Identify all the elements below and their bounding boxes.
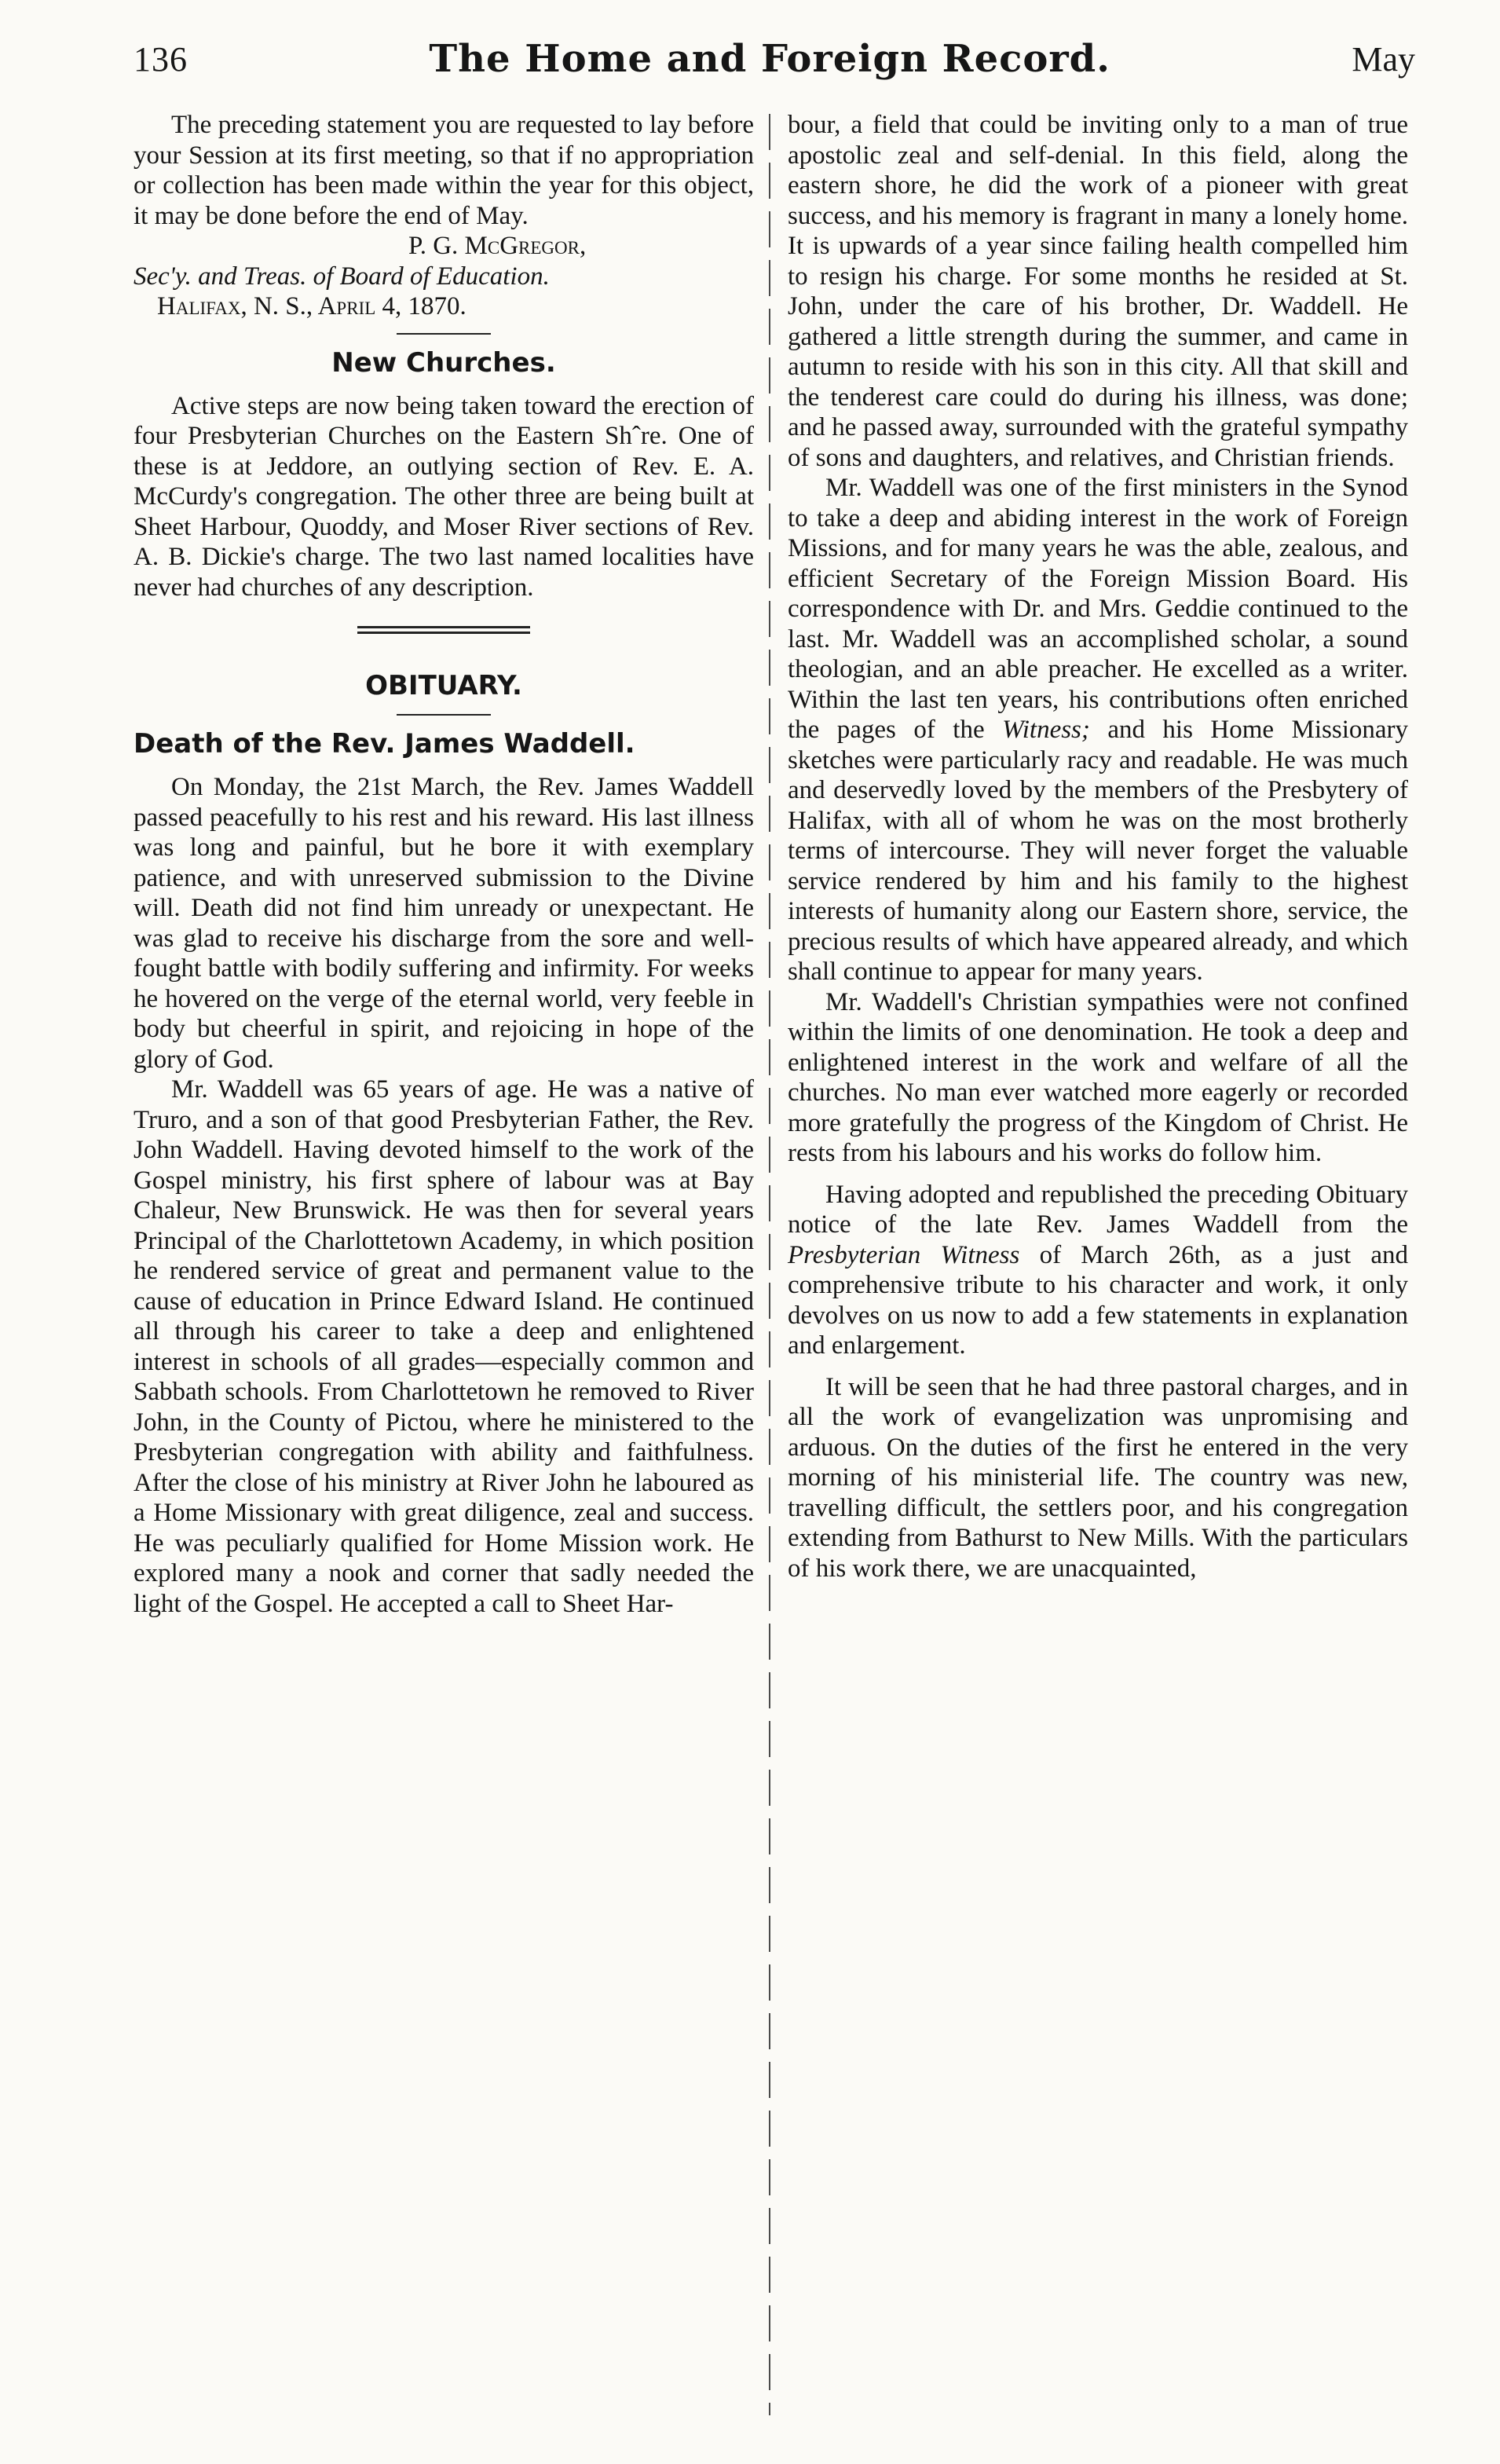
running-header (134, 35, 1415, 83)
signature-name: P. G. McGregor, (408, 232, 587, 260)
obituary-paragraph-continued: bour, a field that could be inviting only to a man of true apostolic zeal and self-denial. In this field, along the eastern shore, he did the work of a pioneer with great success, and his memory is fragrant in many a lonely home. It is upwards of a year since failing health compelled him to resign his charge. For some months he resided at St. John, under the care of his brother, Dr. Waddell. He gathered a little strength during the summer, and came in autumn to reside with his son in this city. All that skill and the tenderest care could do during his illness, was done; and he passed away, surrounded with the grateful sympathy of sons and daughters, and relatives, and Christian friends. (788, 111, 1408, 472)
text-run: Mr. Waddell was one of the first ministers in the Synod to take a deep and abiding interest in the work of Foreign Missions, and for many years he was the able, zealous, and efficient Secretary of the Foreign Mission Board. His correspondence with Dr. and Mrs. Geddie continued to the last. Mr. Waddell was an accomplished scholar, a sound theologian, and an able preacher. He excelled as a writer. Within the last ten years, his contributions often enriched the pages of the (788, 474, 1408, 744)
signature-office: Sec'y. and Treas. of Board of Education. (134, 262, 550, 291)
obituary-paragraph-3 (788, 473, 1408, 987)
running-title: The Home and Foreign Record. (429, 37, 1110, 81)
text-run: Having adopted and republished the preceding Obituary notice of the late Rev. James Waddell from the (788, 1180, 1408, 1239)
source-title: Presbyterian Witness (788, 1240, 1020, 1269)
death-notice-heading: Death of the Rev. James Waddell. (134, 728, 635, 760)
right-column (788, 110, 1408, 1583)
new-churches-heading: New Churches. (331, 346, 556, 379)
obituary-heading: OBITUARY. (365, 670, 522, 701)
page-number: 136 (134, 39, 188, 79)
text-run: and his Home Missionary sketches were particularly racy and readable. He was much and deservedly loved by the members of the Presbytery of Halifax, with all of whom he was on the most brotherly terms of intercourse. They will never forget the valuable service rendered by him and his family to the highest interests of humanity along our Eastern shore, service, the precious results of which have appeared already, and which shall continue to appear for many years. (788, 716, 1408, 986)
signature-place-date: Halifax, N. S., April 4, 1870. (157, 292, 466, 320)
running-month: May (1352, 39, 1415, 79)
obituary-paragraph-4: Mr. Waddell's Christian sympathies were not confined within the limits of one denomination. He took a deep and enlightened interest in the work and welfare of all the churches. No man ever watched more eagerly or recorded more gratefully the progress of the Kingdom of Christ. He rests from his labours and his works do follow him. (788, 987, 1408, 1167)
column-divider (769, 114, 770, 2415)
left-column (134, 110, 754, 1619)
new-churches-paragraph: Active steps are now being taken toward the erection of four Presbyterian Churches on the Eastern Shˆre. One of these is at Jeddore, an outlying section of Rev. E. A. McCurdy's congregation. The other three are being built at Sheet Harbour, Quoddy, and Moser River sections of Rev. A. B. Dickie's charge. The two last named localities have never had churches of any description. (134, 391, 754, 602)
editorial-paragraph-2: It will be seen that he had three pastoral charges, and in all the work of evangelization was unpromising and arduous. On the duties of the first he entered in the very morning of his ministerial life. The country was new, travelling difficult, the settlers poor, and his congregation extending from Bathurst to New Mills. With the particulars of his work there, we are unacquainted, (788, 1372, 1408, 1583)
signature-block (134, 231, 754, 322)
editorial-paragraph-1 (788, 1180, 1408, 1361)
education-statement-paragraph: The preceding statement you are requested to lay before your Session at its first meeting, so that if no appropriation or collection has been made within the year for this object, it may be done before the end of May. (134, 111, 754, 230)
witness-title: Witness; (1002, 716, 1090, 744)
text-run: of March 26th, as a just and comprehensive tribute to his character and work, it only devolves on us now to add a few statements in explanation and enlargement. (788, 1240, 1409, 1360)
obituary-paragraph-2: Mr. Waddell was 65 years of age. He was a native of Truro, and a son of that good Presbyterian Father, the Rev. John Waddell. Having devoted himself to the work of the Gospel ministry, his first sphere of labour was at Bay Chaleur, New Brunswick. He was then for several years Principal of the Charlottetown Academy, in which position he rendered service of great and permanent value to the cause of education in Prince Edward Island. He continued all through his career to take a deep and enlightened interest in schools of all grades—especially common and Sabbath schools. From Charlottetown he removed to River John, in the County of Pictou, where he ministered to the Presbyterian congregation with ability and faithfulness. After the close of his ministry at River John he laboured as a Home Missionary with great diligence, zeal and success. He was peculiarly qualified for Home Mission work. He explored many a nook and corner that sadly needed the light of the Gospel. He accepted a call to Sheet Har- (134, 1075, 754, 1618)
obituary-paragraph-1: On Monday, the 21st March, the Rev. James Waddell passed peacefully to his rest and his reward. His last illness was long and painful, but he bore it with exemplary patience, and with unreserved submission to the Divine will. Death did not find him unready or unexpectant. He was glad to receive his discharge from the sore and well-fought battle with bodily suffering and infirmity. For weeks he hovered on the verge of the eternal world, very feeble in body but cheerful in spirit, and rejoicing in hope of the glory of God. (134, 773, 754, 1074)
double-rule-divider (357, 626, 530, 634)
